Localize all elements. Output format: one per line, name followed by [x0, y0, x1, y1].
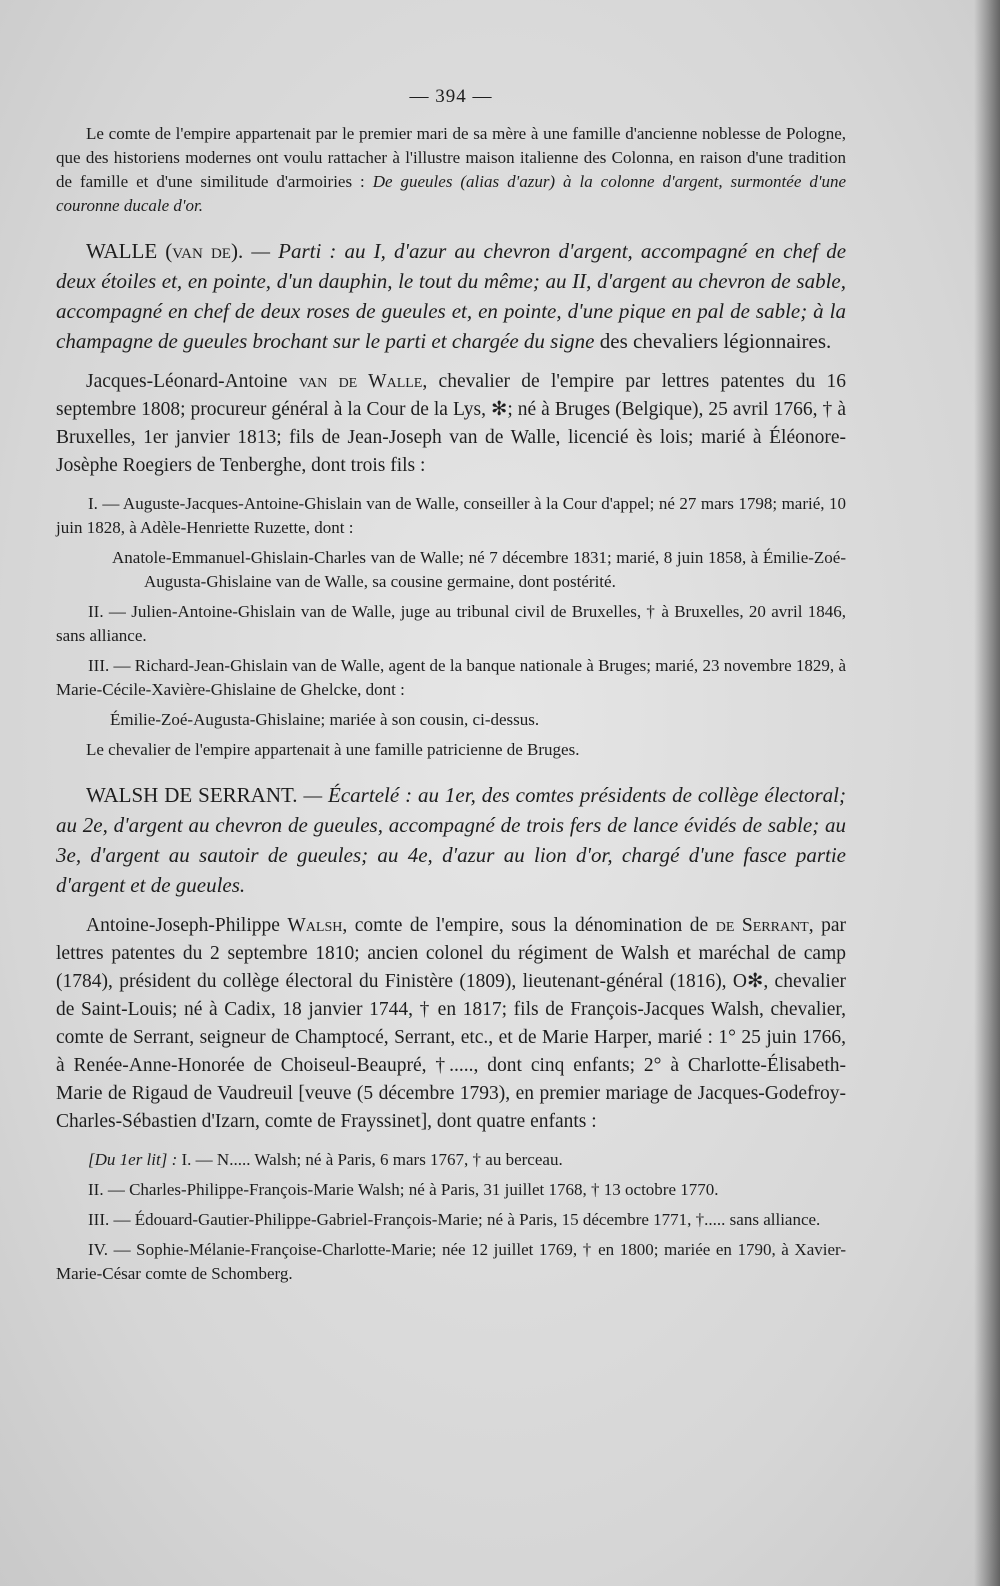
walsh-bio-name2: de Serrant, [715, 915, 814, 936]
colonna-blazon: De gueules (alias d'azur) à la colonne d'argent, surmontée d'une couronne ducale d'or. [56, 172, 846, 215]
walle-grandchild-1: Anatole-Emmanuel-Ghislain-Charles van de Walle; né 7 décembre 1831; marié, 8 juin 1858, à Émilie-Zoé-Augusta-Ghislaine van de Walle, sa cousine germaine, dont postérité. [112, 548, 846, 591]
walsh-first-marriage-label: [Du 1er lit] : [88, 1150, 178, 1169]
walsh-bio-start: Antoine-Joseph-Philippe [86, 915, 280, 936]
walle-particle: (van de). [165, 239, 244, 263]
walle-bio-start: Jacques-Léonard-Antoine [86, 371, 288, 392]
walle-name: WALLE [86, 239, 158, 263]
walle-bio-rest: chevalier de l'empire par lettres patentes du 16 septembre 1808; procureur général à la Cour de la Lys, ✻; né à Bruges (Belgique), 25 avril 1766, † à Bruxelles, 1er janvier 1813; fils de Jean-Joseph van de Walle, licencié ès lois; marié à Éléonore-Josèphe Roegiers de Tenberghe, dont trois fils : [56, 371, 847, 476]
walle-blazon: — Parti : au I, d'azur au chevron d'argent, accompagné en chef de deux étoiles et, en pointe, d'un dauphin, le tout du même; au II, d'argent au chevron de sable, accompagné en chef de deux roses de gueules et, en pointe, d'une pique en pal de sable; à la champagne de gueules brochant sur le parti et chargée du signe [56, 239, 847, 353]
walsh-child-1-text: I. — N..... Walsh; né à Paris, 6 mars 1767, † au berceau. [181, 1150, 563, 1169]
walle-child-3: III. — Richard-Jean-Ghislain van de Walle, agent de la banque nationale à Bruges; marié, 23 novembre 1829, à Marie-Cécile-Xavière-Ghislaine de Ghelcke, dont : [56, 656, 846, 699]
walsh-heading [56, 780, 846, 900]
walle-child-1: I. — Auguste-Jacques-Antoine-Ghislain van de Walle, conseiller à la Cour d'appel; né 27 mars 1798; marié, 10 juin 1828, à Adèle-Henriette Ruzette, dont : [56, 494, 846, 537]
walle-note: Le chevalier de l'empire appartenait à une famille patricienne de Bruges. [86, 740, 580, 759]
walsh-child-3: III. — Édouard-Gautier-Philippe-Gabriel-François-Marie; né à Paris, 15 décembre 1771, †..... sans alliance. [88, 1210, 821, 1229]
page-number: — 394 — [409, 86, 493, 107]
walsh-name: WALSH DE SERRANT. [86, 783, 298, 807]
walle-grandchild-3: Émilie-Zoé-Augusta-Ghislaine; mariée à son cousin, ci-dessus. [110, 710, 540, 729]
walle-blazon-tail: des chevaliers légionnaires. [599, 329, 832, 353]
walsh-bio-mid: comte de l'empire, sous la dénomination de [354, 915, 709, 936]
walsh-child-2: II. — Charles-Philippe-François-Marie Walsh; né à Paris, 31 juillet 1768, † 13 octobre 1770. [88, 1180, 719, 1199]
walle-bio-name: van de Walle, [298, 371, 428, 392]
walle-biography [56, 368, 846, 480]
paragraph-colonna [56, 122, 846, 218]
walsh-biography [56, 912, 846, 1136]
walle-heading [56, 236, 846, 356]
walsh-blazon: — Écartelé : au 1er, des comtes présidents de collège électoral; au 2e, d'argent au chevron de gueules, accompagné de trois fers de lance évidés de sable; au 3e, d'argent au sautoir de gueules; au 4e, d'azur au lion d'or, chargé d'une fasce partie d'argent et de gueules. [56, 783, 847, 897]
walsh-bio-rest: par lettres patentes du 2 septembre 1810; ancien colonel du régiment de Walsh et maréchal de camp (1784), président du collège électoral du Finistère (1809), lieutenant-général (1816), O✻, chevalier de Saint-Louis; né à Cadix, 18 janvier 1744, † en 1817; fils de François-Jacques Walsh, chevalier, comte de Serrant, seigneur de Champtocé, Serrant, etc., et de Marie Harper, marié : 1° 25 juin 1766, à Renée-Anne-Honorée de Choiseul-Beaupré, †....., dont cinq enfants; 2° à Charlotte-Élisabeth-Marie de Rigaud de Vaudreuil [veuve (5 décembre 1793), en premier mariage de Jacques-Godefroy-Charles-Sébastien d'Izarn, comte de Frayssinet], dont quatre enfants : [56, 915, 847, 1132]
walsh-child-4: IV. — Sophie-Mélanie-Françoise-Charlotte-Marie; née 12 juillet 1769, † en 1800; mariée en 1790, à Xavier-Marie-César comte de Schomberg. [56, 1240, 846, 1283]
walsh-bio-name: Walsh, [287, 915, 348, 936]
walsh-child-1 [56, 1148, 846, 1172]
page-edge-shadow [974, 0, 1000, 1586]
walle-child-2: II. — Julien-Antoine-Ghislain van de Walle, juge au tribunal civil de Bruxelles, † à Bruxelles, 20 avril 1846, sans alliance. [56, 602, 846, 645]
colonna-text: Le comte de l'empire appartenait par le premier mari de sa mère à une famille d'ancienne noblesse de Pologne, que des historiens modernes ont voulu rattacher à l'illustre maison italienne des Colonna, en raison d'une tradition de famille et d'une similitude d'armoiries : [56, 124, 846, 191]
page-content [56, 86, 846, 1286]
